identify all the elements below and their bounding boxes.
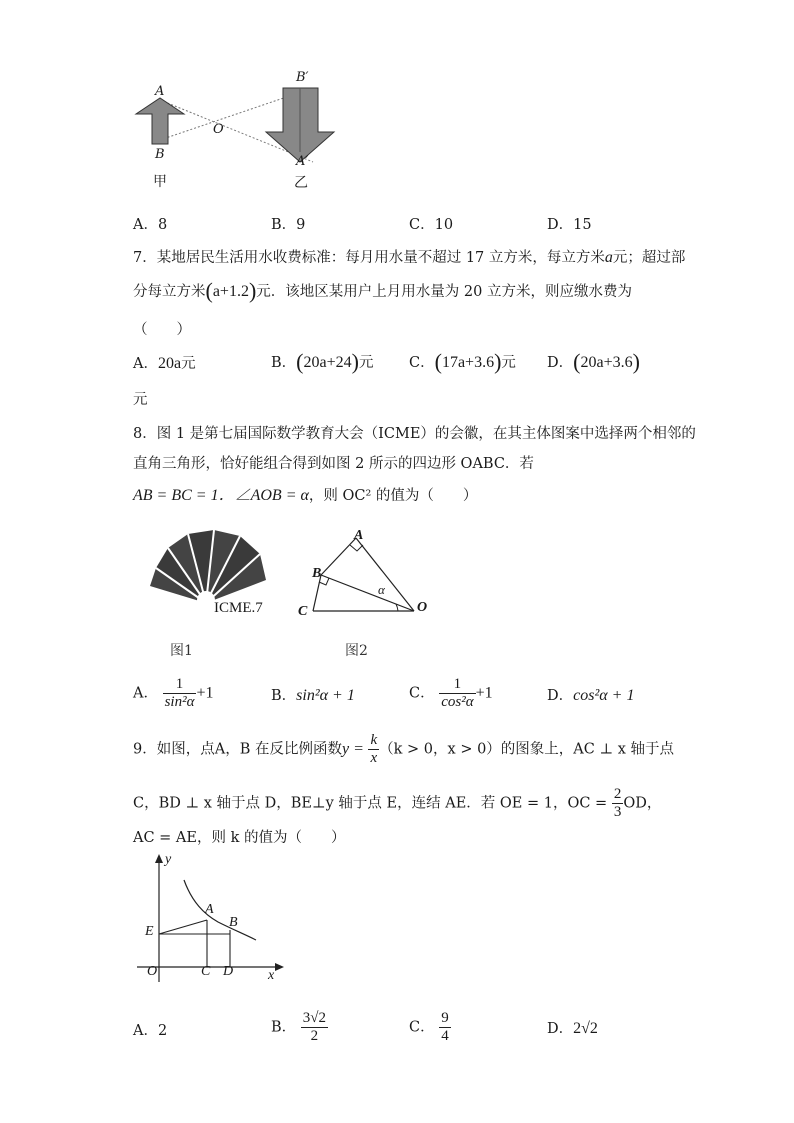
- fig2-label-a: A: [354, 528, 364, 543]
- q9-label-b: B: [229, 915, 238, 930]
- q9-label-d: D: [223, 964, 234, 979]
- q7-option-d: D．(20a+3.6): [547, 349, 640, 374]
- q8-line3: AB = BC = 1．∠AOB = α，则 OC² 的值为（ ）: [133, 487, 478, 504]
- fig6-label-b: B: [155, 147, 165, 162]
- q6-option-c: C．10: [409, 217, 454, 233]
- q8-line1: 8．图 1 是第七届国际数学教育大会（ICME）的会徽，在其主体图案中选择两个相邻的: [133, 426, 696, 442]
- q9-label-o: O: [147, 964, 158, 979]
- fig2-label-alpha: α: [378, 582, 385, 597]
- q7-option-d-unit: 元: [133, 392, 148, 408]
- q9-option-b: B． $\frac{3√2}{2}$: [271, 1010, 326, 1044]
- q9-label-c: C: [201, 964, 211, 979]
- fig6-label-aprime: A′: [296, 154, 309, 169]
- q7-option-c: C．(17a+3.6)元: [409, 349, 516, 374]
- q6-option-d: D．15: [547, 217, 592, 233]
- q6-option-b: B．9: [271, 217, 306, 233]
- q9-line3: AC = AE，则 k 的值为（ ）: [133, 830, 346, 846]
- q9-line2: C，BD ⊥ x 轴于点 D，BE⊥y 轴于点 E，连结 AE．若 OE = 1，OC = $\frac{2}{3}$ OD，: [133, 786, 662, 820]
- q7-line1: 7．某地居民生活用水收费标准：每月用水量不超过 17 立方米，每立方米a元；超过部: [133, 249, 686, 266]
- q8-option-c: C． $\frac{1}{\text{cos²α}}$ +1: [409, 676, 493, 710]
- q9-label-x: x: [268, 968, 275, 983]
- q8-line2: 直角三角形，恰好能组合得到如图 2 所示的四边形 OABC．若: [133, 456, 534, 472]
- q9-label-y: y: [165, 852, 172, 867]
- q7-option-a: A．20a元: [133, 355, 196, 372]
- q8-option-b: B．sin²α + 1: [271, 687, 355, 704]
- q7-option-b: B．(20a+24)元: [271, 349, 374, 374]
- q9-label-a: A: [205, 902, 214, 917]
- fig2-label-b: B: [312, 566, 322, 581]
- figure2-caption: 图2: [345, 643, 368, 659]
- figure1-caption: 图1: [170, 643, 193, 659]
- q9-option-c: C． $\frac{9}{4}$: [409, 1010, 449, 1044]
- q8-option-d: D．cos²α + 1: [547, 687, 635, 704]
- q8-option-a: A． $\frac{1}{\text{sin²α}}$ +1: [133, 676, 214, 710]
- icme-logo-text: ICME.7: [214, 600, 263, 616]
- q7-line2: 分每立方米(a+1.2)元．该地区某用户上月用水量为 20 立方米，则应缴水费为: [133, 278, 632, 303]
- fig6-caption-left: 甲: [153, 174, 167, 190]
- fig2-label-c: C: [298, 604, 308, 619]
- fig6-label-bprime: B′: [296, 70, 309, 85]
- q9-option-d: D．2√2: [547, 1020, 598, 1037]
- fig6-label-a: A: [155, 84, 165, 99]
- q6-option-a: A．8: [133, 217, 168, 233]
- q9-line1: 9．如图，点A，B 在反比例函数y = $\frac{k}{x}$ （k > 0，x > 0）的图象上，AC ⊥ x 轴于点: [133, 732, 675, 766]
- q9-option-a: A．2: [133, 1023, 168, 1039]
- q9-label-e: E: [145, 924, 154, 939]
- fig2-label-o: O: [417, 600, 428, 615]
- fig6-caption-right: 乙: [294, 175, 308, 191]
- fig6-label-o: O: [213, 122, 224, 137]
- q7-line3: （ ）: [133, 322, 191, 338]
